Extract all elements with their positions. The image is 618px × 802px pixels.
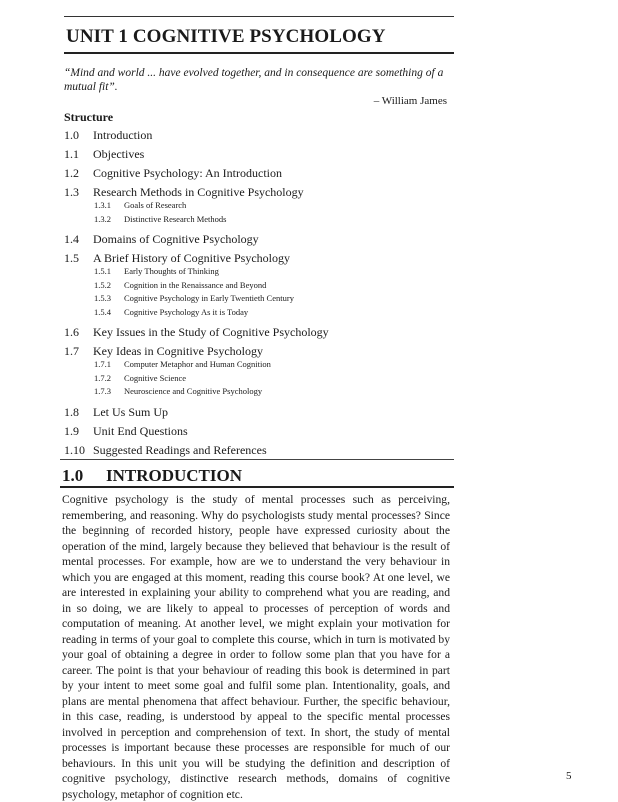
toc-subitem bbox=[94, 293, 294, 303]
toc-subitem bbox=[94, 214, 226, 224]
title-underline bbox=[64, 52, 454, 54]
toc-item-number: 1.9 bbox=[64, 423, 79, 438]
toc-item bbox=[64, 128, 152, 143]
toc-subitem bbox=[94, 359, 271, 369]
toc-subitem bbox=[94, 280, 266, 290]
toc-subitem-label: Computer Metaphor and Human Cognition bbox=[124, 359, 271, 369]
toc-subitem bbox=[94, 386, 262, 396]
toc-item-number: 1.5 bbox=[64, 251, 79, 265]
toc-item-number: 1.7 bbox=[64, 344, 79, 358]
toc-item-number: 1.10 bbox=[64, 442, 85, 457]
toc-subitem-label: Cognitive Psychology As it is Today bbox=[124, 306, 249, 317]
toc-item-number: 1.2 bbox=[64, 166, 79, 180]
toc-subitem-label: Early Thoughts of Thinking bbox=[124, 266, 219, 276]
toc-item-number: 1.8 bbox=[64, 404, 79, 419]
toc-item-label: Domains of Cognitive Psychology bbox=[93, 232, 259, 246]
section-number: 1.0 bbox=[62, 466, 84, 485]
toc-subitem-label: Distinctive Research Methods bbox=[124, 213, 227, 224]
toc-subitem-label: Cognitive Science bbox=[124, 372, 187, 383]
toc-subitem-number: 1.5.1 bbox=[94, 266, 111, 276]
toc-item bbox=[64, 424, 188, 439]
toc-subitem-label: Cognitive Psychology in Early Twentieth Century bbox=[124, 293, 294, 303]
top-rule bbox=[64, 16, 454, 17]
toc-item-label: Cognitive Psychology: An Introduction bbox=[93, 166, 282, 180]
section-title: INTRODUCTION bbox=[106, 466, 243, 485]
unit-title: UNIT 1 COGNITIVE PSYCHOLOGY bbox=[66, 26, 386, 47]
toc-item bbox=[64, 405, 168, 420]
toc-item-label: A Brief History of Cognitive Psychology bbox=[93, 251, 290, 265]
toc-item-label: Key Ideas in Cognitive Psychology bbox=[93, 344, 263, 358]
toc-subitem-number: 1.3.2 bbox=[94, 213, 111, 224]
toc-item-label: Research Methods in Cognitive Psychology bbox=[93, 185, 304, 199]
toc-item bbox=[64, 166, 282, 181]
toc-subitem-number: 1.5.4 bbox=[94, 306, 111, 317]
toc-item-label: Key Issues in the Study of Cognitive Psychology bbox=[93, 325, 329, 339]
toc-item bbox=[64, 443, 267, 458]
structure-heading: Structure bbox=[64, 110, 114, 124]
toc-item bbox=[64, 325, 329, 340]
toc-item-label: Introduction bbox=[93, 128, 153, 142]
toc-item-number: 1.6 bbox=[64, 325, 79, 339]
toc-item-number: 1.4 bbox=[64, 232, 79, 246]
toc-subitem-label: Goals of Research bbox=[124, 200, 187, 210]
section-top-rule bbox=[60, 459, 454, 460]
epigraph-quote: “Mind and world ... have evolved together, and in consequence are something of a mutual fit”. bbox=[64, 67, 444, 93]
toc-subitem-number: 1.7.1 bbox=[94, 359, 111, 369]
section-underline bbox=[60, 486, 454, 488]
toc-item-label: Objectives bbox=[93, 147, 145, 161]
toc-item bbox=[64, 344, 263, 359]
toc-subitem bbox=[94, 373, 186, 383]
section-heading bbox=[62, 466, 242, 486]
toc-item bbox=[64, 251, 290, 266]
toc-subitem bbox=[94, 200, 186, 210]
toc-item-number: 1.3 bbox=[64, 185, 79, 199]
toc-item-number: 1.0 bbox=[64, 128, 79, 142]
toc-item bbox=[64, 185, 304, 200]
section-body-text: Cognitive psychology is the study of mental processes such as perceiving, remembering, and reasoning. Why do psychologists study mental processes? Since the beginning of recorded history, people have expressed curiosity about the operation of the mind, largely because they believed that behaviour is the result of mental processes. For example, how are we to understand the very behaviour in which you are engaged at this moment, reading this course book? At one level, we are interested in explaining your ability to comprehend what you are reading, and in so doing, we are likely to appeal to processes of perception of words and computation of meaning. At another level, we might explain your motivation for reading in terms of your goal to complete this course, which in turn is motivated by your goal of obtaining a degree in order to follow some plan that you have for a career. The point is that your behaviour of reading this book is determined in part by your intent to meet some goal and fulfil some plan. Intentionality, goals, and plans are mental phenomena that affect behaviour. Further, the specific behaviour, in this case, reading, is understood by appeal to the specific mental processes involved in perception and comprehension of text. In short, the study of mental processes is important because these processes are responsible for much of our behaviours. In this unit you will be studying the definition and description of cognitive psychology, distinctive research methods, domains of cognitive psychology, metaphor of cognition etc. bbox=[62, 493, 450, 801]
toc-subitem-label: Cognition in the Renaissance and Beyond bbox=[124, 279, 267, 290]
toc-subitem-number: 1.7.2 bbox=[94, 372, 111, 383]
epigraph-attribution: – William James bbox=[373, 95, 447, 107]
toc-subitem-number: 1.5.3 bbox=[94, 293, 111, 303]
toc-subitem bbox=[94, 307, 248, 317]
toc-item bbox=[64, 232, 259, 247]
toc-subitem-number: 1.5.2 bbox=[94, 279, 111, 290]
page-number: 5 bbox=[566, 770, 572, 782]
toc-item-label: Unit End Questions bbox=[93, 423, 188, 438]
toc-item-number: 1.1 bbox=[64, 147, 79, 161]
toc-item-label: Suggested Readings and References bbox=[93, 442, 267, 457]
toc-subitem-number: 1.7.3 bbox=[94, 386, 111, 396]
toc-subitem-label: Neuroscience and Cognitive Psychology bbox=[124, 386, 263, 396]
toc-subitem-number: 1.3.1 bbox=[94, 200, 111, 210]
toc-item-label: Let Us Sum Up bbox=[93, 404, 168, 419]
toc-subitem bbox=[94, 266, 219, 276]
toc-item bbox=[64, 147, 144, 162]
